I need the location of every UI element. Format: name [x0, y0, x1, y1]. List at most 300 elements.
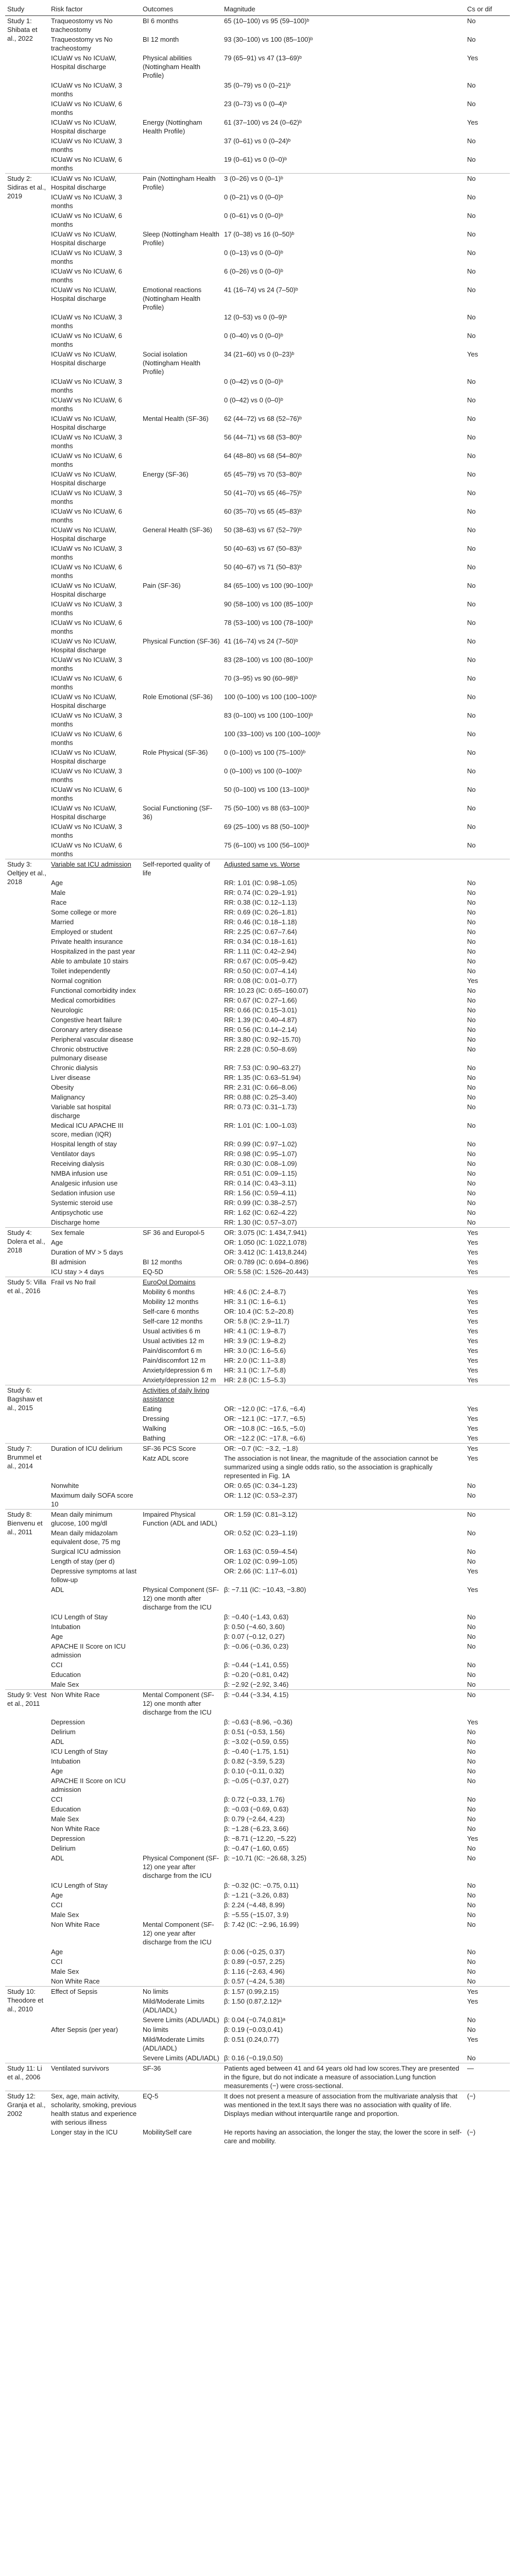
cs-or-dif-cell: No	[467, 1613, 476, 1621]
table-row	[5, 285, 510, 312]
outcome-cell	[141, 1880, 222, 1890]
risk-factor-cell: ICUaW vs No ICUaW, Hospital discharge	[51, 118, 117, 135]
magnitude-cell: OR: 0.789 (IC: 0.694–0.896)	[224, 1258, 309, 1266]
cs-or-dif-cell: No	[467, 1103, 476, 1111]
table-row	[5, 859, 510, 878]
table-row	[5, 451, 510, 469]
magnitude-cell: HR: 3.1 (IC: 1.6–6.1)	[224, 1298, 286, 1306]
table-row	[5, 349, 510, 377]
table-row	[5, 525, 510, 544]
risk-factor-cell	[49, 1365, 141, 1375]
magnitude-cell: RR: 1.35 (IC: 0.63–51.94)	[224, 1074, 301, 1081]
cs-or-dif-cell: Yes	[467, 1405, 478, 1413]
study-cell: Study 2: Sidiras et al., 2019	[5, 174, 49, 859]
table-row	[5, 822, 510, 840]
cs-or-dif-cell: No	[467, 1948, 476, 1956]
outcome-cell	[141, 729, 222, 748]
cs-or-dif-cell: No	[465, 1510, 510, 1529]
table-row	[5, 1404, 510, 1414]
magnitude-cell: β: −0.40 (−1.43, 0.63)	[224, 1613, 289, 1621]
magnitude-cell: β: 0.89 (−0.57, 2.25)	[224, 1958, 285, 1965]
cs-or-dif-cell: No	[467, 230, 476, 238]
risk-factor-cell: Non White Race	[51, 1977, 100, 1985]
magnitude-cell: 100 (0–100) vs 100 (100–100)ᵇ	[224, 693, 317, 701]
magnitude-cell: 37 (0–61) vs 0 (0–24)ᵇ	[224, 137, 291, 145]
risk-factor-cell	[49, 1287, 141, 1297]
cs-or-dif-cell: No	[467, 137, 476, 145]
risk-factor-cell: Chronic obstructive pulmonary disease	[51, 1045, 109, 1062]
magnitude-cell: RR: 2.25 (IC: 0.67–7.64)	[224, 928, 297, 936]
outcome-cell: SF-36	[141, 2063, 222, 2091]
cs-or-dif-cell: No	[467, 452, 476, 460]
magnitude-cell: 17 (0–38) vs 16 (0–50)ᵇ	[224, 230, 295, 238]
table-row	[5, 99, 510, 117]
outcome-cell	[141, 1756, 222, 1766]
cs-or-dif-cell: No	[467, 1777, 476, 1785]
cs-or-dif-cell: No	[467, 1045, 476, 1053]
magnitude-cell: OR: −12.2 (IC: −17.8, −6.6)	[224, 1434, 305, 1442]
magnitude-cell: β: −0.32 (IC: −0.75, 0.11)	[224, 1882, 299, 1889]
risk-factor-cell: ICUaW vs No ICUaW, Hospital discharge	[51, 230, 117, 247]
magnitude-cell: β: −5.55 (−15.07, 3.9)	[224, 1911, 289, 1919]
magnitude-cell: β: −0.03 (−0.69, 0.63)	[224, 1805, 289, 1813]
table-row	[5, 1660, 510, 1670]
cs-or-dif-cell: No	[467, 938, 476, 945]
magnitude-cell: OR: 3.412 (IC: 1.413,8.244)	[224, 1248, 307, 1256]
risk-factor-cell: Ventilated survivors	[49, 2063, 141, 2091]
magnitude-cell: OR: −12.0 (IC: −17.6, −6.4)	[224, 1405, 305, 1413]
magnitude-cell: RR: 0.67 (IC: 0.27–1.66)	[224, 996, 297, 1004]
risk-factor-cell: ICUaW vs No ICUaW, Hospital discharge	[51, 749, 117, 765]
risk-factor-cell: Congestive heart failure	[51, 1016, 122, 1024]
outcome-cell	[141, 1208, 222, 1217]
table-row	[5, 1355, 510, 1365]
outcome-cell	[141, 266, 222, 285]
magnitude-cell: 3 (0–26) vs 0 (0–1)ᵇ	[222, 174, 465, 193]
cs-or-dif-cell: No	[467, 545, 476, 552]
cs-or-dif-cell: No	[467, 1882, 476, 1889]
table-row	[5, 1794, 510, 1804]
risk-factor-cell: ICUaW vs No ICUaW, Hospital discharge	[51, 415, 117, 431]
magnitude-cell: OR: 1.02 (IC: 0.99–1.05)	[224, 1557, 298, 1565]
cs-or-dif-cell: No	[467, 1977, 476, 1985]
study-cell: Study 4: Dolera et al., 2018	[5, 1228, 49, 1277]
cs-or-dif-cell: No	[467, 1170, 476, 1177]
cs-or-dif-cell: No	[467, 2016, 476, 2024]
table-row	[5, 248, 510, 266]
cs-or-dif-cell: No	[467, 1189, 476, 1197]
outcome-cell	[141, 1198, 222, 1208]
cs-or-dif-cell	[465, 859, 510, 878]
risk-factor-cell: Toilet independently	[51, 967, 110, 975]
magnitude-cell: 83 (28–100) vs 100 (80–100)ᵇ	[224, 656, 313, 664]
table-row	[5, 1612, 510, 1622]
table-row	[5, 710, 510, 729]
outcome-cell	[141, 1035, 222, 1044]
outcome-cell: Usual activities 6 m	[143, 1327, 200, 1335]
magnitude-cell: RR: 1.62 (IC: 0.62–4.22)	[224, 1209, 297, 1216]
cs-or-dif-cell: No	[467, 1026, 476, 1033]
outcome-cell	[141, 710, 222, 729]
table-row	[5, 1188, 510, 1198]
risk-factor-cell: ICU stay > 4 days	[51, 1268, 104, 1276]
outcome-cell	[141, 1556, 222, 1566]
magnitude-cell: 50 (40–63) vs 67 (50–83)ᵇ	[224, 545, 302, 552]
table-row	[5, 1622, 510, 1632]
cs-or-dif-cell: No	[467, 313, 476, 321]
cs-or-dif-cell: No	[467, 1140, 476, 1148]
magnitude-cell: 56 (44–71) vs 68 (53–80)ᵇ	[224, 433, 302, 441]
table-row	[5, 937, 510, 946]
cs-or-dif-cell: No	[467, 1150, 476, 1158]
magnitude-cell: β: −0.06 (−0.36, 0.23)	[224, 1642, 289, 1650]
table-row	[5, 136, 510, 155]
cs-or-dif-cell: No	[467, 1218, 476, 1226]
outcome-cell	[141, 1834, 222, 1843]
cs-or-dif-cell: (−)	[465, 2091, 510, 2128]
table-row	[5, 1375, 510, 1385]
table-row	[5, 174, 510, 193]
magnitude-cell: 35 (0–79) vs 0 (0–21)ᵇ	[224, 81, 291, 89]
cs-or-dif-cell: Yes	[465, 1987, 510, 1997]
outcome-cell: Activities of daily living assistance	[141, 1385, 222, 1404]
table-row	[5, 1073, 510, 1082]
risk-factor-cell: ICUaW vs No ICUaW, 6 months	[51, 674, 122, 691]
table-row	[5, 1957, 510, 1967]
cs-or-dif-cell: No	[467, 947, 476, 955]
table-row	[5, 1717, 510, 1727]
risk-factor-cell: Age	[51, 1633, 63, 1640]
cs-or-dif-cell: No	[467, 81, 476, 89]
table-row	[5, 986, 510, 995]
table-row	[5, 1228, 510, 1238]
risk-factor-cell	[49, 2053, 141, 2063]
risk-factor-cell: ICUaW vs No ICUaW, 3 months	[51, 711, 122, 728]
magnitude-cell: 90 (58–100) vs 100 (85–100)ᵇ	[224, 600, 313, 608]
table-row	[5, 155, 510, 174]
risk-factor-cell: ICUaW vs No ICUaW, 6 months	[51, 396, 122, 413]
table-row	[5, 1641, 510, 1660]
risk-factor-cell: Depression	[51, 1718, 85, 1726]
risk-factor-cell: Education	[51, 1671, 81, 1679]
risk-factor-cell: Male	[51, 889, 66, 896]
cs-or-dif-cell: No	[467, 1179, 476, 1187]
outcome-cell: Self-care 12 months	[143, 1317, 203, 1325]
outcome-cell: BI 12 months	[143, 1258, 182, 1266]
outcome-cell	[141, 1092, 222, 1102]
magnitude-cell: β: 0.57 (−4.24, 5.38)	[224, 1977, 285, 1985]
table-row	[5, 2053, 510, 2063]
magnitude-cell: β: −1.21 (−3.26, 0.83)	[224, 1891, 289, 1899]
risk-factor-cell: ICUaW vs No ICUaW, Hospital discharge	[51, 804, 117, 821]
magnitude-cell: 60 (35–70) vs 65 (45–83)ᵇ	[224, 507, 302, 515]
risk-factor-cell	[49, 1404, 141, 1414]
magnitude-cell: β: −0.20 (−0.81, 0.42)	[224, 1671, 289, 1679]
study-cell: Study 8: Bienvenu et al., 2011	[5, 1510, 49, 1690]
table-row	[5, 1168, 510, 1178]
magnitude-cell: 83 (0–100) vs 100 (100–100)ᵇ	[224, 711, 313, 719]
table-row	[5, 956, 510, 966]
cs-or-dif-cell: Yes	[467, 1239, 478, 1246]
outcome-cell	[141, 1025, 222, 1035]
magnitude-cell: OR: −0.7 (IC: −3.2, −1.8)	[222, 1444, 465, 1454]
cs-or-dif-cell: No	[467, 582, 476, 589]
magnitude-cell: β: 0.06 (−0.25, 0.37)	[224, 1948, 285, 1956]
outcome-cell	[141, 937, 222, 946]
outcome-cell: Self-care 6 months	[143, 1308, 199, 1315]
outcome-cell	[141, 192, 222, 211]
risk-factor-cell: ICUaW vs No ICUaW, 6 months	[51, 156, 122, 172]
table-row	[5, 1680, 510, 1690]
risk-factor-cell: ICUaW vs No ICUaW, 3 months	[51, 823, 122, 839]
cs-or-dif-cell: No	[467, 1738, 476, 1745]
risk-factor-cell: ICUaW vs No ICUaW, 6 months	[51, 332, 122, 348]
magnitude-cell: β: −0.44 (−3.34, 4.15)	[222, 1690, 465, 1718]
study-cell: Study 12: Granja et al., 2002	[5, 2091, 49, 2146]
table-row	[5, 946, 510, 956]
outcome-cell: Sleep (Nottingham Health Profile)	[143, 230, 219, 247]
table-row	[5, 2025, 510, 2035]
risk-factor-cell: ADL	[51, 1586, 64, 1594]
table-row	[5, 1853, 510, 1880]
magnitude-cell: β: −7.11 (IC: −10.43, −3.80)	[224, 1586, 306, 1594]
table-row	[5, 907, 510, 917]
outcome-cell	[141, 1217, 222, 1228]
outcome-cell	[141, 1178, 222, 1188]
magnitude-cell: 62 (44–72) vs 68 (52–76)ᵇ	[224, 415, 302, 422]
risk-factor-cell: CCI	[51, 1795, 63, 1803]
risk-factor-cell: ICU Length of Stay	[51, 1748, 108, 1755]
outcome-cell: Impaired Physical Function (ADL and IADL)	[141, 1510, 222, 1529]
outcome-cell	[141, 1247, 222, 1257]
table-row	[5, 976, 510, 986]
table-row	[5, 1556, 510, 1566]
cs-or-dif-cell: No	[467, 889, 476, 896]
risk-factor-cell: Depression	[51, 1835, 85, 1842]
magnitude-cell: 0 (0–42) vs 0 (0–0)ᵇ	[224, 396, 283, 404]
risk-factor-cell	[49, 1385, 141, 1404]
risk-factor-cell: Delirium	[51, 1728, 76, 1736]
magnitude-cell	[222, 1385, 465, 1404]
cs-or-dif-cell: No	[467, 156, 476, 163]
risk-factor-cell: Some college or more	[51, 908, 117, 916]
col-header-outcomes: Outcomes	[141, 3, 222, 16]
magnitude-cell: 0 (0–21) vs 0 (0–0)ᵇ	[224, 193, 283, 201]
outcome-cell	[141, 840, 222, 859]
risk-factor-cell: Male Sex	[51, 1968, 79, 1975]
risk-factor-cell: Depressive symptoms at last follow-up	[51, 1567, 137, 1584]
outcome-cell: BI 12 month	[143, 36, 179, 43]
cs-or-dif-cell: No	[467, 489, 476, 497]
outcome-cell	[141, 451, 222, 469]
outcome-cell	[141, 1159, 222, 1168]
table-row	[5, 966, 510, 976]
table-row	[5, 414, 510, 432]
outcome-cell: Severe Limits (ADL/IADL)	[143, 2054, 219, 2062]
cs-or-dif-cell: No	[467, 36, 476, 43]
table-row	[5, 53, 510, 80]
outcome-cell	[141, 1680, 222, 1690]
magnitude-cell: 84 (65–100) vs 100 (90–100)ᵇ	[224, 582, 313, 589]
table-row	[5, 1756, 510, 1766]
magnitude-cell: 0 (0–61) vs 0 (0–0)ᵇ	[224, 212, 283, 219]
outcome-cell	[141, 395, 222, 414]
table-row	[5, 1277, 510, 1287]
outcome-cell	[141, 599, 222, 618]
cs-or-dif-cell: No	[467, 1064, 476, 1072]
cs-or-dif-cell: No	[467, 212, 476, 219]
table-row	[5, 1814, 510, 1824]
outcome-cell	[141, 1015, 222, 1025]
outcome-cell	[141, 956, 222, 966]
header-row	[5, 3, 510, 16]
magnitude-cell: RR: 10.23 (IC: 0.65–160.07)	[224, 987, 308, 994]
outcome-cell: Physical Component (SF-12) one month after discharge from the ICU	[143, 1586, 219, 1611]
outcome-cell: Role Physical (SF-36)	[143, 749, 208, 756]
magnitude-cell: β: 0.50 (−4.60, 3.60)	[224, 1623, 285, 1631]
table-row	[5, 897, 510, 907]
risk-factor-cell	[49, 1336, 141, 1346]
risk-factor-cell: Age	[51, 1239, 63, 1246]
outcome-cell	[141, 1082, 222, 1092]
cs-or-dif-cell: Yes	[467, 118, 478, 126]
cs-or-dif-cell: No	[467, 1921, 476, 1928]
risk-factor-cell: ICUaW vs No ICUaW, 6 months	[51, 267, 122, 284]
outcome-cell	[141, 211, 222, 229]
table-row	[5, 35, 510, 53]
magnitude-cell: RR: 0.74 (IC: 0.29–1.91)	[224, 889, 297, 896]
magnitude-cell: OR: 1.12 (IC: 0.53–2.37)	[224, 1492, 298, 1499]
outcome-cell: Mental Component (SF-12) one month after discharge from the ICU	[141, 1690, 222, 1718]
outcome-cell	[141, 562, 222, 581]
risk-factor-cell: Intubation	[51, 1623, 81, 1631]
magnitude-cell: 0 (0–40) vs 0 (0–0)ᵇ	[224, 332, 283, 340]
outcome-cell	[141, 155, 222, 174]
outcome-cell: Role Emotional (SF-36)	[143, 693, 213, 701]
magnitude-cell: HR: 2.0 (IC: 1.1–3.8)	[224, 1357, 286, 1364]
outcome-cell	[141, 946, 222, 956]
cs-or-dif-cell: No	[467, 563, 476, 571]
cs-or-dif-cell: No	[467, 1492, 476, 1499]
risk-factor-cell	[49, 1423, 141, 1433]
risk-factor-cell: Education	[51, 1805, 81, 1813]
outcome-cell: Physical abilities (Nottingham Health Profile)	[143, 54, 200, 79]
outcome-cell	[141, 1641, 222, 1660]
cs-or-dif-cell: Yes	[467, 1567, 478, 1575]
table-row	[5, 1804, 510, 1814]
magnitude-cell: HR: 3.0 (IC: 1.6–5.6)	[224, 1347, 286, 1354]
magnitude-cell: β: 0.19 (−0.03,0.41)	[224, 2026, 283, 2033]
table-row	[5, 562, 510, 581]
risk-factor-cell: Male Sex	[51, 1681, 79, 1688]
magnitude-cell: 12 (0–53) vs 0 (0–9)ᵇ	[224, 313, 287, 321]
outcome-cell	[141, 1843, 222, 1853]
outcome-cell: SF 36 and Europol-5	[141, 1228, 222, 1238]
table-row	[5, 1566, 510, 1585]
outcome-cell	[141, 1005, 222, 1015]
magnitude-cell: HR: 4.1 (IC: 1.9–8.7)	[224, 1327, 286, 1335]
cs-or-dif-cell: No	[467, 767, 476, 775]
magnitude-cell: β: −0.47 (−1.60, 0.65)	[224, 1844, 289, 1852]
risk-factor-cell: Neurologic	[51, 1006, 83, 1014]
table-row	[5, 1297, 510, 1307]
magnitude-cell: It does not present a measure of association from the multivariate analysis that was mentioned in the text.It says there was no association with quality of life. Displays median without interquartile range and proportion.	[222, 2091, 465, 2128]
magnitude-cell: β: 0.07 (−0.12, 0.27)	[224, 1633, 285, 1640]
magnitude-cell: RR: 0.46 (IC: 0.18–1.18)	[224, 918, 297, 926]
table-row	[5, 995, 510, 1005]
magnitude-cell: RR: 0.50 (IC: 0.07–4.14)	[224, 967, 297, 975]
outcome-cell: Emotional reactions (Nottingham Health Profile)	[143, 286, 202, 311]
cs-or-dif-cell: Yes	[467, 1317, 478, 1325]
table-row	[5, 1267, 510, 1277]
magnitude-cell: RR: 1.30 (IC: 0.57–3.07)	[224, 1218, 297, 1226]
cs-or-dif-cell: No	[467, 1958, 476, 1965]
outcome-cell	[141, 907, 222, 917]
magnitude-cell: 50 (0–100) vs 100 (13–100)ᵇ	[224, 786, 310, 793]
magnitude-cell: 79 (65–91) vs 47 (13–69)ᵇ	[224, 54, 302, 62]
cs-or-dif-cell: No	[467, 1681, 476, 1688]
table-row	[5, 1149, 510, 1159]
cs-or-dif-cell: No	[467, 1642, 476, 1650]
table-row	[5, 917, 510, 927]
outcome-cell	[141, 655, 222, 673]
outcome-cell: Energy (Nottingham Health Profile)	[143, 118, 202, 135]
risk-factor-cell: Age	[51, 1891, 63, 1899]
cs-or-dif-cell: No	[467, 2054, 476, 2062]
cs-or-dif-cell: No	[467, 1661, 476, 1669]
cs-or-dif-cell: No	[467, 1623, 476, 1631]
cs-or-dif-cell: No	[467, 470, 476, 478]
cs-or-dif-cell: No	[467, 1633, 476, 1640]
outcome-cell: SF-36 PCS Score	[141, 1444, 222, 1454]
table-row	[5, 840, 510, 859]
table-row	[5, 1326, 510, 1336]
risk-factor-cell: NMBA infusion use	[51, 1170, 108, 1177]
table-row	[5, 331, 510, 349]
table-row	[5, 581, 510, 599]
magnitude-cell: 0 (0–13) vs 0 (0–0)ᵇ	[224, 249, 283, 257]
outcome-cell: Mild/Moderate Limits (ADL/IADL)	[143, 2036, 204, 2052]
table-row	[5, 266, 510, 285]
table-row	[5, 1766, 510, 1776]
table-row	[5, 2035, 510, 2053]
col-header-study: Study	[5, 3, 49, 16]
table-row	[5, 673, 510, 692]
magnitude-cell: RR: 0.99 (IC: 0.97–1.02)	[224, 1140, 297, 1148]
outcome-cell: Physical Function (SF-36)	[143, 637, 220, 645]
magnitude-cell: β: −0.05 (−0.37, 0.27)	[224, 1777, 289, 1785]
outcome-cell: Severe Limits (ADL/IADL)	[143, 2016, 219, 2024]
magnitude-cell: OR: 2.66 (IC: 1.17–6.01)	[224, 1567, 298, 1575]
risk-factor-cell: Nonwhite	[51, 1482, 79, 1489]
risk-factor-cell: Traqueostomy vs No tracheostomy	[51, 17, 113, 33]
table-row	[5, 1159, 510, 1168]
outcome-cell	[141, 1910, 222, 1920]
risk-factor-cell: Coronary artery disease	[51, 1026, 123, 1033]
outcome-cell	[141, 1737, 222, 1747]
outcome-cell	[141, 927, 222, 937]
outcome-cell	[141, 995, 222, 1005]
risk-factor-cell: Liver disease	[51, 1074, 91, 1081]
magnitude-cell: β: 1.16 (−2.63, 4.96)	[224, 1968, 285, 1975]
cs-or-dif-cell: Yes	[467, 2036, 478, 2043]
magnitude-cell: OR: 3.075 (IC: 1.434,7.941)	[222, 1228, 465, 1238]
table-row	[5, 599, 510, 618]
outcome-cell	[141, 1490, 222, 1510]
table-row	[5, 1920, 510, 1947]
risk-factor-cell: Effect of Sepsis	[49, 1987, 141, 1997]
risk-factor-cell: ICUaW vs No ICUaW, Hospital discharge	[51, 470, 117, 487]
